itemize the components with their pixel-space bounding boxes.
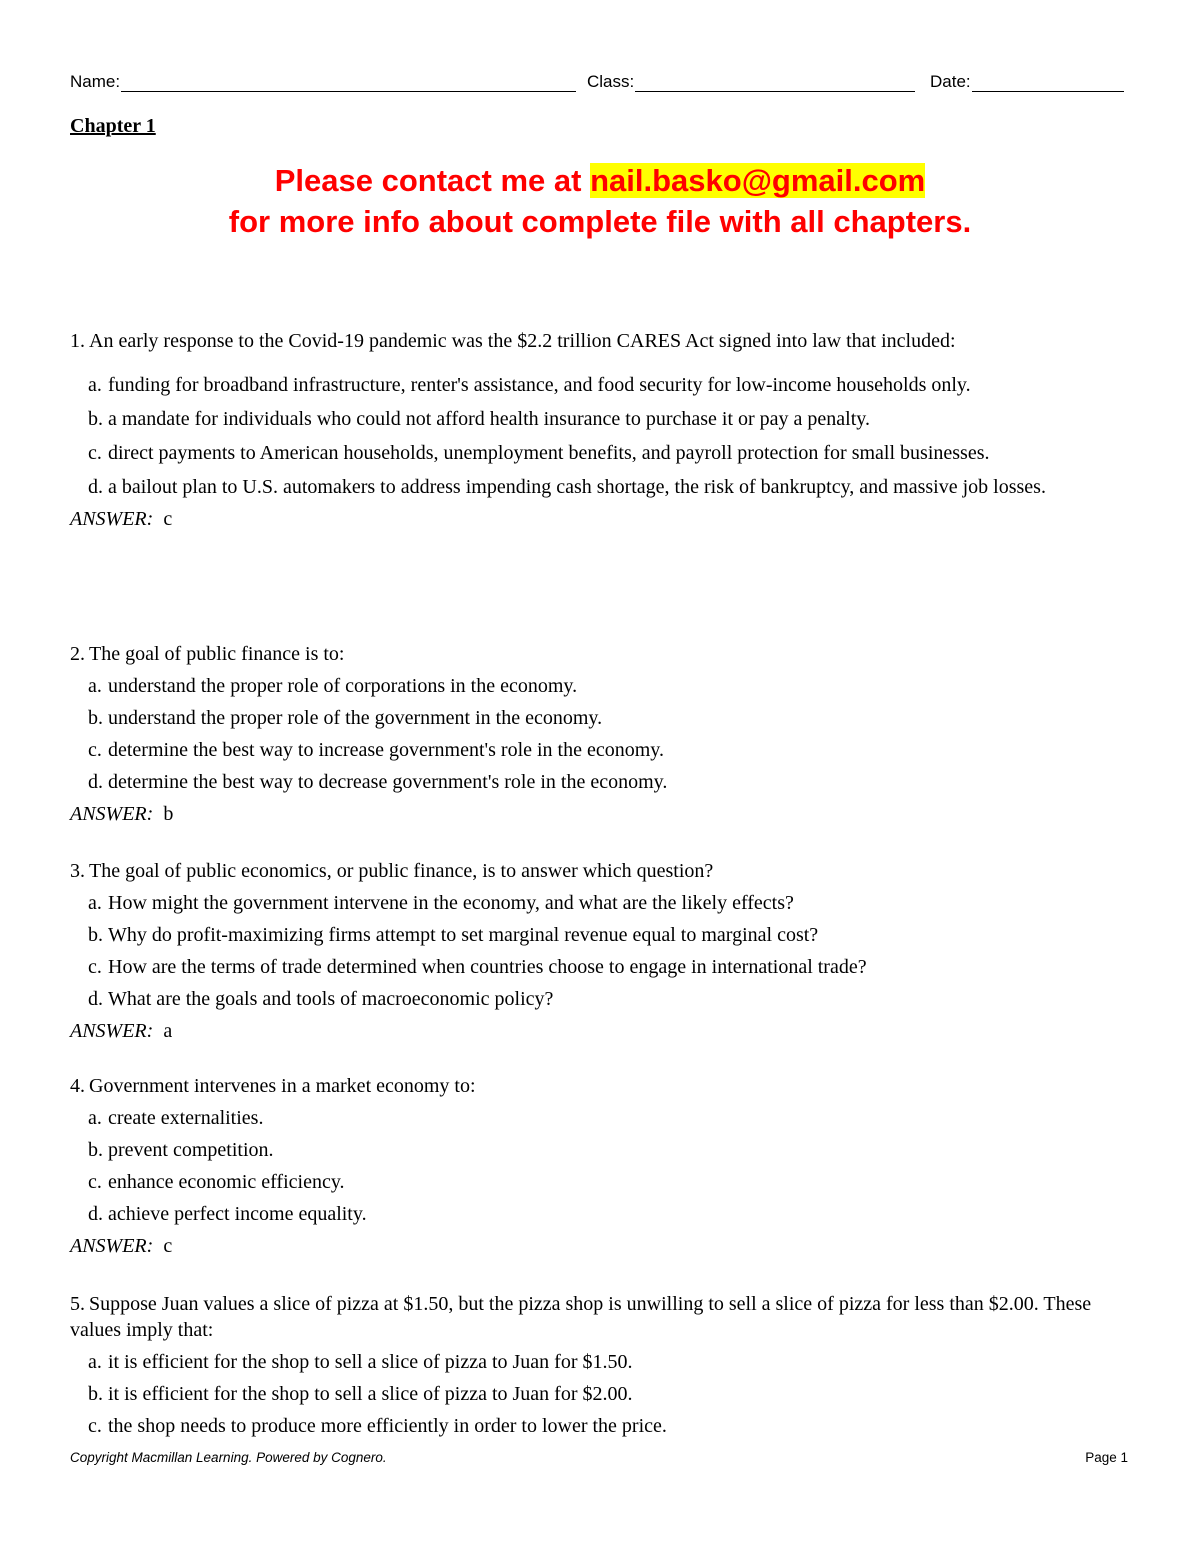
question-2 (70, 641, 1140, 827)
promo-line-1 (0, 160, 1200, 201)
question-number: 3. (70, 860, 85, 882)
option-text: Why do profit-maximizing firms attempt to set marginal revenue equal to marginal cost? (108, 924, 819, 946)
question-stem (70, 858, 1140, 884)
option-letter: b. (88, 924, 103, 946)
answer-value: c (163, 1235, 173, 1257)
question-stem (70, 328, 1140, 354)
option-b (88, 1137, 1140, 1163)
option-letter: d. (88, 1203, 103, 1225)
option-letter: c. (88, 956, 102, 978)
date-field (930, 72, 1124, 92)
page-footer (70, 1450, 1128, 1470)
option-text: How are the terms of trade determined when countries choose to engage in international trade? (108, 956, 867, 978)
promo-notice (0, 160, 1200, 242)
answer-line (70, 1018, 1140, 1044)
option-d (88, 474, 1088, 500)
answer-value: a (163, 1020, 173, 1042)
promo-prefix: Please contact me at (274, 163, 591, 198)
question-number: 4. (70, 1075, 85, 1097)
option-text: it is efficient for the shop to sell a slice of pizza to Juan for $1.50. (108, 1351, 633, 1373)
question-text: Government intervenes in a market economy to: (89, 1075, 476, 1097)
option-d (88, 1201, 1140, 1227)
option-c (88, 1169, 1140, 1195)
option-text: understand the proper role of corporations in the economy. (108, 675, 578, 697)
option-text: direct payments to American households, unemployment benefits, and payroll protection for small businesses. (108, 442, 990, 464)
question-stem (70, 641, 1140, 667)
answer-line (70, 506, 1140, 532)
answer-label: ANSWER: (70, 508, 154, 530)
option-letter: c. (88, 1415, 102, 1437)
question-text: The goal of public economics, or public finance, is to answer which question? (89, 860, 714, 882)
promo-email: nail.basko@gmail.com (590, 163, 926, 198)
option-text: prevent competition. (108, 1139, 274, 1161)
option-text: What are the goals and tools of macroeconomic policy? (108, 988, 554, 1010)
question-3 (70, 858, 1140, 1044)
class-label: Class: (587, 72, 635, 91)
option-text: determine the best way to decrease government's role in the economy. (108, 771, 668, 793)
option-letter: a. (88, 1351, 102, 1373)
promo-line-2: for more info about complete file with all chapters. (228, 204, 972, 239)
option-letter: a. (88, 1107, 102, 1129)
option-c (88, 440, 1088, 466)
option-letter: a. (88, 675, 102, 697)
question-4 (70, 1073, 1140, 1259)
answer-line (70, 801, 1140, 827)
option-letter: b. (88, 408, 103, 430)
question-text: Suppose Juan values a slice of pizza at $1.50, but the pizza shop is unwilling to sell a slice of pizza for less than $2.00. These values imply that: (70, 1293, 1092, 1341)
option-text: determine the best way to increase government's role in the economy. (108, 739, 665, 761)
option-b (88, 705, 1140, 731)
question-text: The goal of public finance is to: (89, 643, 345, 665)
option-b (88, 406, 1140, 432)
question-5 (70, 1291, 1140, 1439)
option-b (88, 922, 1140, 948)
date-label: Date: (930, 72, 971, 91)
option-d (88, 986, 1140, 1012)
option-letter: d. (88, 771, 103, 793)
question-1 (70, 328, 1140, 532)
header-fields (70, 72, 1130, 96)
option-letter: d. (88, 476, 103, 498)
option-letter: c. (88, 739, 102, 761)
option-letter: b. (88, 707, 103, 729)
answer-line (70, 1233, 1140, 1259)
question-stem (70, 1291, 1140, 1343)
answer-label: ANSWER: (70, 803, 154, 825)
option-text: understand the proper role of the government in the economy. (108, 707, 603, 729)
answer-label: ANSWER: (70, 1235, 154, 1257)
option-letter: a. (88, 374, 102, 396)
option-a (88, 372, 1008, 398)
answer-label: ANSWER: (70, 1020, 154, 1042)
option-a (88, 1349, 1140, 1375)
question-text: An early response to the Covid-19 pandemic was the $2.2 trillion CARES Act signed into law that included: (89, 330, 956, 352)
option-text: achieve perfect income equality. (108, 1203, 367, 1225)
option-letter: a. (88, 892, 102, 914)
option-text: a mandate for individuals who could not afford health insurance to purchase it or pay a penalty. (108, 408, 870, 430)
page-number: Page 1 (1085, 1450, 1128, 1465)
question-number: 1. (70, 330, 85, 352)
name-label: Name: (70, 72, 121, 91)
option-text: funding for broadband infrastructure, renter's assistance, and food security for low-income households only. (108, 374, 971, 396)
option-letter: b. (88, 1139, 103, 1161)
option-text: a bailout plan to U.S. automakers to address impending cash shortage, the risk of bankruptcy, and massive job losses. (108, 476, 1046, 498)
name-blank-line (121, 73, 576, 92)
class-blank-line (635, 73, 915, 92)
copyright-text: Copyright Macmillan Learning. Powered by Cognero. (70, 1450, 387, 1465)
option-c (88, 1413, 1140, 1439)
option-text: create externalities. (108, 1107, 264, 1129)
option-c (88, 954, 1140, 980)
option-c (88, 737, 1140, 763)
name-field (70, 72, 576, 92)
option-a (88, 890, 1140, 916)
option-text: enhance economic efficiency. (108, 1171, 345, 1193)
option-a (88, 1105, 1140, 1131)
option-a (88, 673, 1140, 699)
option-letter: b. (88, 1383, 103, 1405)
option-letter: d. (88, 988, 103, 1010)
option-text: How might the government intervene in the economy, and what are the likely effects? (108, 892, 794, 914)
question-stem (70, 1073, 1140, 1099)
option-letter: c. (88, 1171, 102, 1193)
option-b (88, 1381, 1140, 1407)
question-number: 5. (70, 1293, 85, 1315)
option-d (88, 769, 1140, 795)
option-text: the shop needs to produce more efficiently in order to lower the price. (108, 1415, 667, 1437)
date-blank-line (972, 73, 1124, 92)
class-field (587, 72, 915, 92)
answer-value: c (163, 508, 173, 530)
option-text: it is efficient for the shop to sell a slice of pizza to Juan for $2.00. (108, 1383, 633, 1405)
chapter-title: Chapter 1 (70, 115, 156, 137)
answer-value: b (163, 803, 174, 825)
question-number: 2. (70, 643, 85, 665)
option-letter: c. (88, 442, 102, 464)
